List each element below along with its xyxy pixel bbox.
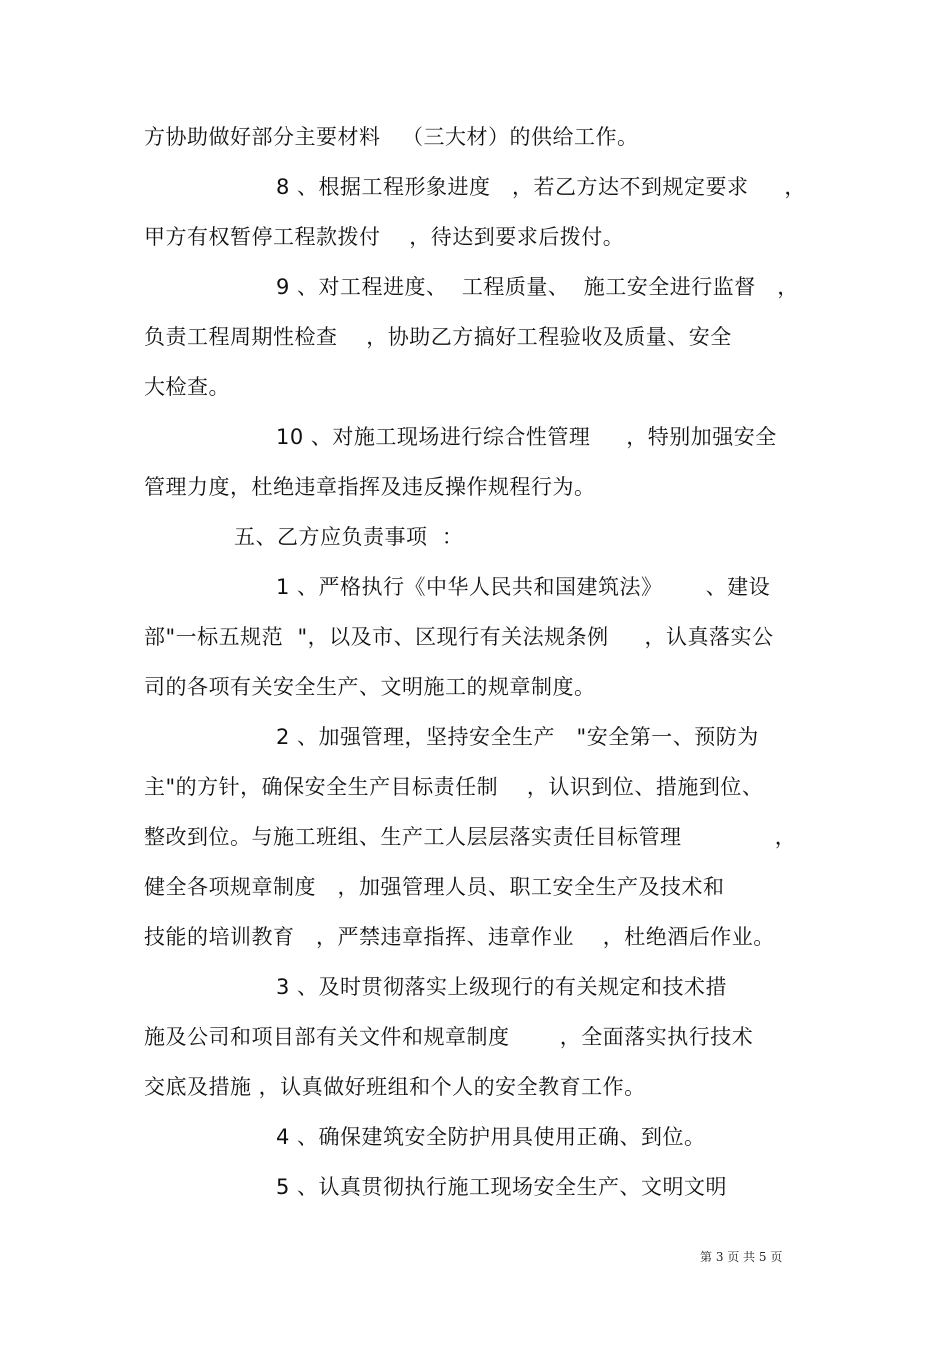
text-line: 9 、对工程进度、 工程质量、 施工安全进行监督 ， xyxy=(276,275,799,299)
text-line: 甲方有权暂停工程款拨付 ，待达到要求后拨付。 xyxy=(144,225,625,249)
text-line: 方协助做好部分主要材料 （三大材）的供给工作。 xyxy=(144,125,639,149)
text-line: 管理力度，杜绝违章指挥及违反操作规程行为。 xyxy=(144,475,596,499)
page-footer: 第 3 页 共 5 页 xyxy=(700,1250,783,1264)
text-line: 10 、对施工现场进行综合性管理 ，特别加强安全 xyxy=(276,425,777,449)
text-line: 大检查。 xyxy=(144,375,230,399)
text-line: 部"一标五规范 "，以及市、区现行有关法规条例 ，认真落实公 xyxy=(144,625,774,649)
text-line: 施及公司和项目部有关文件和规章制度 ，全面落实执行技术 xyxy=(144,1025,754,1049)
section-heading: 五、乙方应负责事项 ： xyxy=(234,525,464,549)
text-line: 健全各项规章制度 ，加强管理人员、职工安全生产及技术和 xyxy=(144,875,725,899)
text-line: 整改到位。与施工班组、生产工人层层落实责任目标管理 ， xyxy=(144,825,797,849)
text-line: 主"的方针，确保安全生产目标责任制 ，认识到位、措施到位、 xyxy=(144,775,764,799)
text-line: 司的各项有关安全生产、文明施工的规章制度。 xyxy=(144,675,596,699)
text-line: 3 、及时贯彻落实上级现行的有关规定和技术措 xyxy=(276,975,728,999)
text-line: 1 、严格执行《中华人民共和国建筑法》 、建设 xyxy=(276,575,771,599)
text-line: 负责工程周期性检查 ，协助乙方搞好工程验收及质量、安全 xyxy=(144,325,732,349)
text-line: 8 、根据工程形象进度 ，若乙方达不到规定要求 ， xyxy=(276,175,806,199)
text-line: 技能的培训教育 ，严禁违章指挥、违章作业 ，杜绝酒后作业。 xyxy=(144,925,775,949)
text-line: 交底及措施 ，认真做好班组和个人的安全教育工作。 xyxy=(144,1075,646,1099)
text-line: 2 、加强管理，坚持安全生产 "安全第一、预防为 xyxy=(276,725,759,749)
text-line: 4 、确保建筑安全防护用具使用正确、到位。 xyxy=(276,1125,706,1149)
text-line: 5 、认真贯彻执行施工现场安全生产、文明文明 xyxy=(276,1175,728,1199)
